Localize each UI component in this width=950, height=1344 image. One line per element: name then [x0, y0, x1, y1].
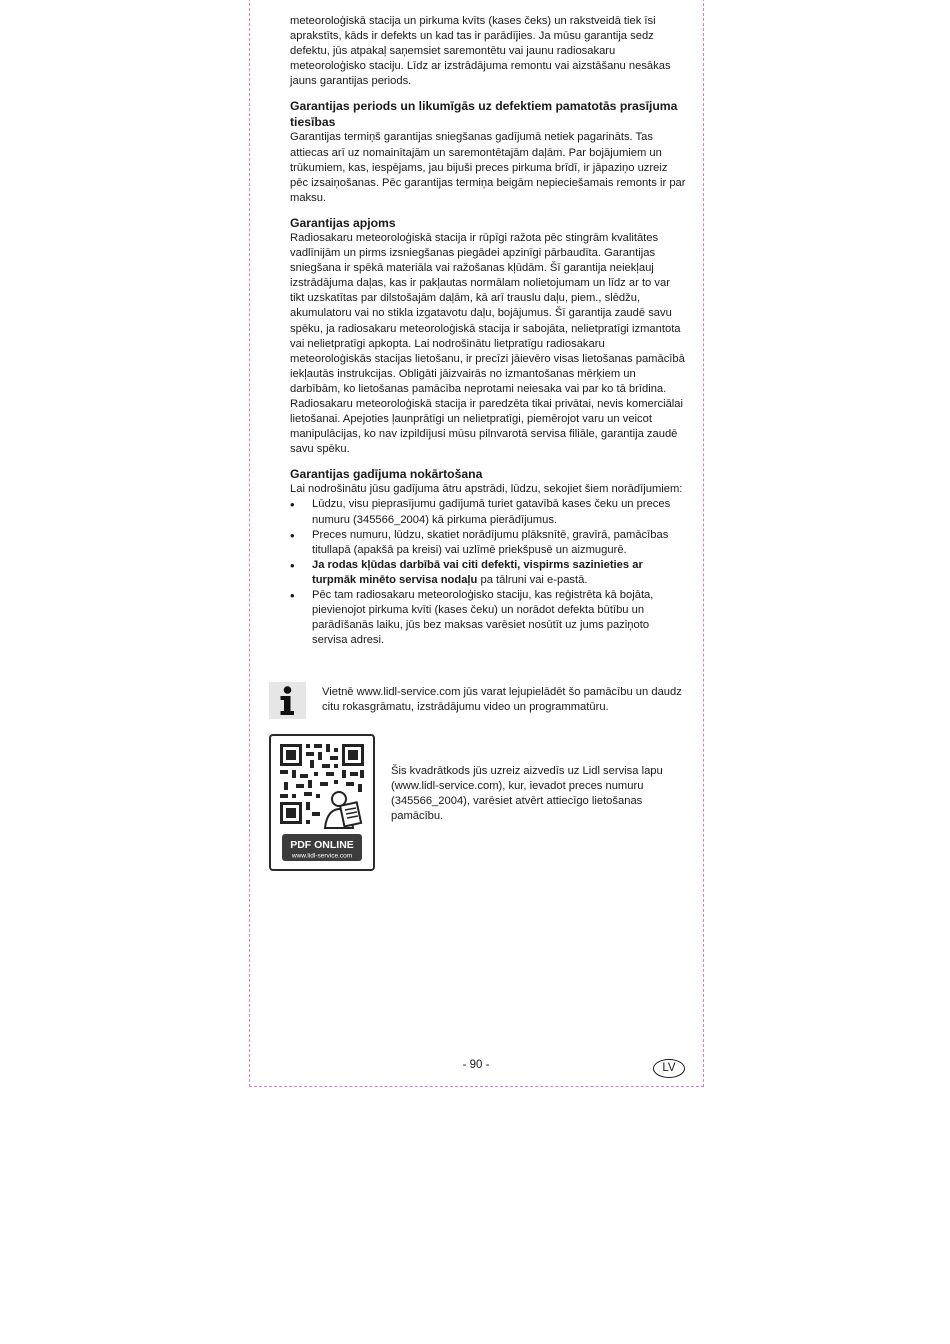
list-item: • Pēc tam radiosakaru meteoroloģisko staciju, kas reģistrēta kā bojāta, pievienojot pirkuma kvīti (kases čeku) un norādot defekta būtību un parādīšanās laiku, jūs bez maksas varēsiet nosūtīt uz jums paziņoto servisa adresi. [290, 588, 686, 648]
section-body-warranty-period: Garantijas termiņš garantijas sniegšanas gadījumā netiek pagarināts. Tas attiecas arī uz nomainītajām un saremontētajām daļām. Par bojājumiem un trūkumiem, kas, iespējams, jau bijuši preces pirkuma brīdī, ir jāpaziņo uzreiz pēc izsaiņošanas. Pēc garantijas termiņa beigām nepieciešamais remonts ir par maksu. [290, 131, 686, 204]
qr-label-main: PDF ONLINE [290, 839, 354, 851]
info-text: Vietnē www.lidl-service.com jūs varat lejupielādēt šo pamācību un daudz citu rokasgrāmatu, izstrādājumu video un programmatūru. [322, 686, 682, 714]
info-icon [269, 682, 306, 719]
section-body-warranty-scope: Radiosakaru meteoroloģiskā stacija ir rūpīgi ražota pēc stingrām kvalitātes vadlīnijām un pirms izsniegšanas piegādei apzinīgi pārbaudīta. Garantijas sniegšana ir spēkā materiāla vai ražošanas kļūdām. Šī garantija neiekļauj izstrādājuma daļas, kas ir pakļautas normālam nolietojumam un līdz ar to var tikt uzskatītas par dilstošajām daļām, kā arī trauslu daļu, piem., slēdžu, akumulatoru vai no stikla izgatavotu daļu, bojājumus. Šī garantija zaudē savu spēku, ja radiosakaru meteoroloģiskā stacija ir sabojāta, nelietpratīgi izmantota vai nelietpratīgi apkopta. Lai nodrošinātu lietpratīgu radiosakaru meteoroloģiskās stacijas lietošanu, ir precīzi jāievēro visas lietošanas pamācībā iekļautās instrukcijas. Obligāti jāizvairās no izmantošanas mērķiem un darbībām, ko lietošanas pamācība neprotami neiesaka vai par ko tā brīdina. [290, 231, 685, 395]
list-item: • Ja rodas kļūdas darbībā vai citi defekti, vispirms sazinieties ar turpmāk minēto servisa nodaļu pa tālruni vai e-pastā. [290, 558, 686, 588]
qr-label-url: www.lidl-service.com [291, 852, 353, 860]
qr-code-card[interactable] [269, 734, 375, 871]
claim-instructions-list [290, 497, 686, 648]
document-body [290, 14, 686, 648]
section-heading-warranty-claim: Garantijas gadījuma nokārtošana [290, 467, 483, 482]
section-heading-warranty-period: Garantijas periods un likumīgās uz defektiem pamatotās prasījuma tiesības [290, 99, 678, 130]
qr-description: Šis kvadrātkods jūs uzreiz aizvedīs uz Lidl servisa lapu (www.lidl-service.com), kur, ievadot preces numuru (345566_2004), varēsiet atvērt attiecīgo lietošanas pamācību. [391, 765, 663, 823]
language-badge: LV [653, 1059, 685, 1078]
reader-figure-icon [325, 792, 361, 828]
section-body-warranty-claim-intro: Lai nodrošinātu jūsu gadījuma ātru apstrādi, lūdzu, sekojiet šiem norādījumiem: [290, 483, 683, 496]
list-item: • Preces numuru, lūdzu, skatiet norādījumu plāksnītē, gravīrā, pamācības titullapā (apakšā pa kreisi) vai uzlīmē priekšpusē un aizmugurē. [290, 528, 686, 558]
page-number: - 90 - [462, 1059, 490, 1071]
section-body-warranty-scope-private: Radiosakaru meteoroloģiskā stacija ir paredzēta tikai privātai, nevis komerciālai lietošanai. Apejoties ļaunprātīgi un nelietpratīgi, piemērojot varu un veicot manipulācijas, ko nav izpildījusi mūsu pilnvarotā servisa filiāle, garantija zaudē savu spēku. [290, 397, 683, 456]
bold-instruction: Ja rodas kļūdas darbībā vai citi defekti, vispirms sazinieties ar turpmāk minēto servisa nodaļu [312, 558, 643, 586]
intro-paragraph: meteoroloģiskā stacija un pirkuma kvīts (kases čeks) un rakstveidā tiek īsi aprakstīts, kāds ir defekts un kad tas ir parādījies. Ja mūsu garantija sedz defektu, jūs atpakaļ saņemsiet saremontētu vai jaunu radiosakaru meteoroloģisko staciju. Līdz ar izstrādājuma remontu vai aizstāšanu nesākas jauns garantijas periods. [290, 15, 671, 88]
section-heading-warranty-scope: Garantijas apjoms [290, 215, 396, 230]
list-item: • Lūdzu, visu pieprasījumu gadījumā turiet gatavībā kases čeku un preces numuru (345566_2004) kā pirkuma pierādījumus. [290, 497, 686, 527]
